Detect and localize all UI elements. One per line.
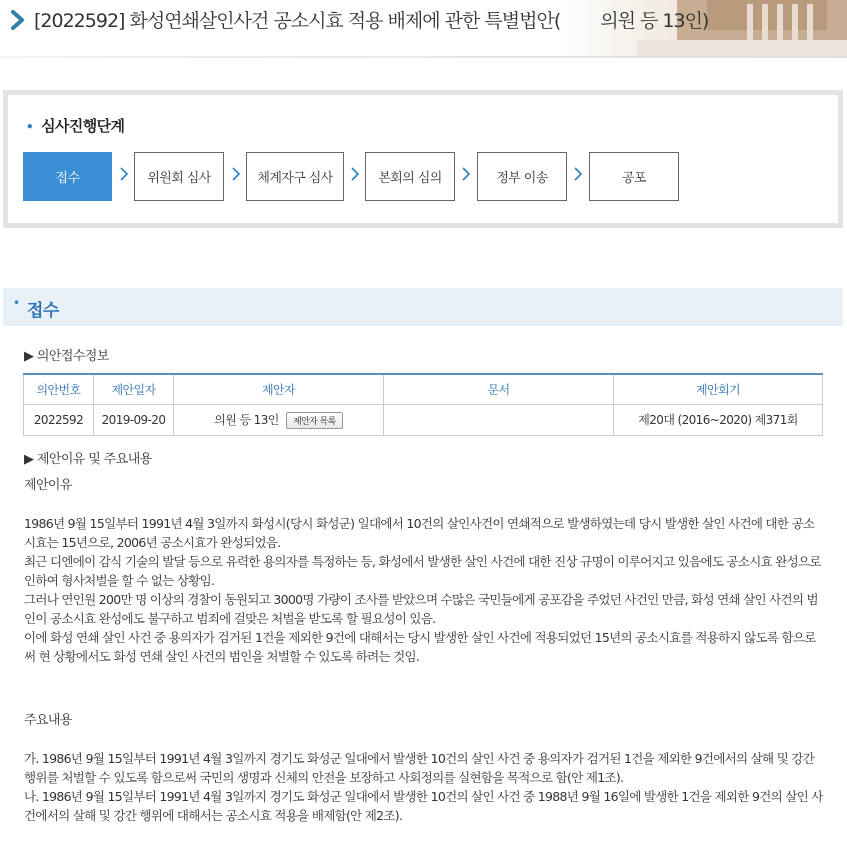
step-receipt[interactable]: 접수: [23, 152, 112, 201]
page-header: [0, 0, 847, 58]
main-content-title: 주요내용: [24, 713, 72, 728]
main-content-item: 가. 1986년 9월 15일부터 1991년 4월 3일까지 경기도 화성군 일대에서 발생한 10건의 살인 사건 중 용의자가 검거된 1건을 제외한 9건에서의 살해 및 강간 행위를 처벌할 수 있도록 함으로써 국민의 생명과 신체의 안전을 보장하고 사회정의를 실현함을 목적으로 함(안 제1조).: [24, 751, 815, 785]
step-legal-review[interactable]: 체계자구 심사: [246, 152, 344, 201]
section-header-receipt: [3, 288, 843, 326]
reason-paragraph: 1986년 9월 15일부터 1991년 4월 3일까지 화성시(당시 화성군) 일대에서 10건의 살인사건이 연쇄적으로 발생하였는데 당시 발생한 살인 사건에 대한 공소시효는 15년으로, 2006년 공소시효가 완성되었음.: [24, 516, 815, 550]
document-cell: [384, 404, 614, 435]
reason-title: 제안이유: [24, 478, 72, 493]
step-committee-review[interactable]: 위원회 심사: [134, 152, 224, 201]
chevron-right-icon: [460, 165, 472, 183]
col-bill-no: 의안번호: [24, 374, 94, 404]
reason-paragraph: 이에 화성 연쇄 살인 사건 중 용의자가 검거된 1건을 제외한 9건에 대해서는 당시 발생한 살인 사건에 적용되었던 15년의 공소시효를 적용하지 않도록 함으로써 현 상황에서도 화성 연쇄 살인 사건의 범인을 처벌할 수 있도록 하려는 것임.: [24, 630, 816, 664]
proposer-cell: [174, 404, 384, 435]
reason-paragraph: 최근 디엔에이 감식 기술의 발달 등으로 유력한 용의자를 특정하는 등, 화성에서 발생한 살인 사건에 대한 진상 규명이 이루어지고 있음에도 공소시효 완성으로 인하여 형사처벌을 할 수 없는 상황임.: [24, 554, 821, 588]
step-promulgation[interactable]: 공포: [589, 152, 679, 201]
col-date: 제안일자: [94, 374, 174, 404]
step-government-transfer[interactable]: 정부 이송: [477, 152, 567, 201]
col-session: 제안회기: [614, 374, 823, 404]
header-divider: [0, 56, 847, 58]
receipt-info-table: [23, 373, 823, 436]
step-plenary[interactable]: 본회의 심의: [365, 152, 455, 201]
date-cell: 2019-09-20: [94, 404, 174, 435]
main-content-item: 나. 1986년 9월 15일부터 1991년 4월 3일까지 경기도 화성군 일대에서 발생한 10건의 살인 사건 중 1988년 9월 16일에 발생한 1건을 제외한 9건의 살인 사건에서의 살해 및 강간 행위에 대해서는 공소시효 적용을 배제함(안 제2조).: [24, 789, 823, 823]
proposer-text: 의원 등 13인: [214, 412, 279, 427]
col-document: 문서: [384, 374, 614, 404]
table-header-row: [24, 374, 823, 404]
proposer-list-button[interactable]: 제안자 목록: [286, 412, 343, 429]
progress-heading: • 심사진행단계: [26, 117, 125, 135]
chevron-right-icon: [349, 165, 361, 183]
bullet-icon: •: [26, 120, 34, 134]
bullet-icon: •: [13, 296, 20, 310]
reason-body: [24, 514, 824, 666]
bill-title: [2022592] 화성연쇄살인사건 공소시효 적용 배제에 관한 특별법안( 의원 등 13인): [34, 10, 709, 32]
col-proposer: 제안자: [174, 374, 384, 404]
chevron-right-icon: [572, 165, 584, 183]
reason-paragraph: 그러나 연인원 200만 명 이상의 경찰이 동원되고 3000명 가량이 조사를 받았으며 수많은 국민들에게 공포감을 주었던 사건인 만큼, 화성 연쇄 살인 사건의 범인이 공소시효 완성에도 불구하고 범죄에 걸맞은 처벌을 받도록 할 필요성이 있음.: [24, 592, 818, 626]
review-progress-panel: [3, 90, 843, 228]
section-title: 접수: [27, 301, 59, 321]
chevron-right-icon: [10, 10, 26, 30]
session-cell: 제20대 (2016~2020) 제371회: [614, 404, 823, 435]
chevron-right-icon: [118, 165, 130, 183]
bill-no-cell: 2022592: [24, 404, 94, 435]
reason-heading: ▶ 제안이유 및 주요내용: [24, 452, 152, 467]
receipt-info-heading: ▶ 의안접수정보: [24, 349, 109, 364]
table-row: [24, 404, 823, 435]
main-content-body: [24, 749, 824, 825]
chevron-right-icon: [230, 165, 242, 183]
